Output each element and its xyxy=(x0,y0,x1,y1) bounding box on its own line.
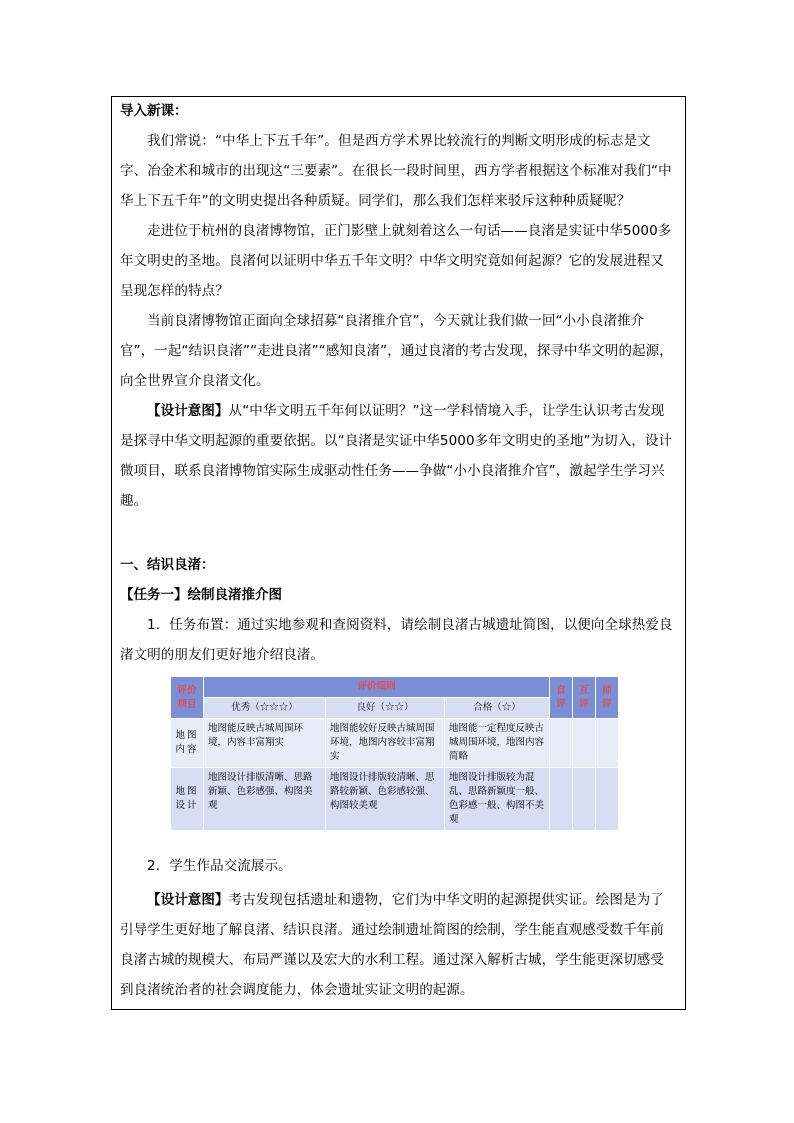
lesson-content xyxy=(120,101,677,1005)
design-intent-label: 【设计意图】 xyxy=(147,403,229,419)
intro-design-intent xyxy=(120,396,677,516)
table-row xyxy=(171,719,619,768)
subheader-good: 良好（☆☆） xyxy=(326,698,445,719)
cell-pass: 地图能一定程度反映古城周围环境，地图内容简略 xyxy=(445,719,550,768)
cell-teacher xyxy=(596,768,619,831)
subheader-pass: 合格（☆） xyxy=(445,698,550,719)
cell-good: 地图设计排版较清晰、思路较新颖、色彩感较强、构图较美观 xyxy=(326,768,445,831)
evaluation-table xyxy=(170,676,619,831)
task1-design-intent xyxy=(120,885,677,1005)
row-name: 地图设计 xyxy=(171,768,204,831)
task1-heading: 【任务一】绘制良渚推介图 xyxy=(120,587,282,603)
header-self: 自评 xyxy=(550,677,573,719)
intro-paragraph-1: 我们常说：“中华上下五千年”。但是西方学术界比较流行的判断文明形成的标志是文字、冶金术和城市的出现这“三要素”。在很长一段时间里，西方学者根据这个标准对我们“中华上下五千年”的文明史提出各种质疑。同学们，那么我们怎样来驳斥这种种质疑呢？ xyxy=(120,133,672,209)
subheader-excellent: 优秀（☆☆☆） xyxy=(204,698,326,719)
row-name: 地图内容 xyxy=(171,719,204,768)
task1-item1: 1．任务布置：通过实地参观和查阅资料，请绘制良渚古城遗址简图，以便向全球热爱良渚文明的朋友们更好地介绍良渚。 xyxy=(120,617,673,663)
design-intent-label: 【设计意图】 xyxy=(147,892,229,908)
intro-paragraph-2: 走进位于杭州的良渚博物馆，正门影壁上就刻着这么一句话——良渚是实证中华5000多年文明史的圣地。良渚何以证明中华五千年文明？中华文明究竟如何起源？它的发展进程又呈现怎样的特点？ xyxy=(120,223,672,299)
cell-good: 地图能较好反映古城周围环境，地图内容较丰富翔实 xyxy=(326,719,445,768)
lesson-plan-frame xyxy=(111,96,686,1010)
intro-heading: 导入新课： xyxy=(120,103,188,119)
task1-item2: 2．学生作品交流展示。 xyxy=(147,858,292,874)
section1-heading: 一、结识良渚： xyxy=(120,557,215,573)
cell-excellent: 地图能反映古城周围环境，内容丰富翔实 xyxy=(204,719,326,768)
header-eval-item: 评价项目 xyxy=(171,677,204,719)
header-peer: 互评 xyxy=(573,677,596,719)
cell-peer xyxy=(573,719,596,768)
cell-excellent: 地图设计排版清晰、思路新颖、色彩感强、构图美观 xyxy=(204,768,326,831)
cell-teacher xyxy=(596,719,619,768)
header-eval-detail: 评价细则 xyxy=(204,677,550,698)
intro-paragraph-3: 当前良渚博物馆正面向全球招募“良渚推介官”，今天就让我们做一回“小小良渚推介官”，一起“结识良渚”“走进良渚”“感知良渚”，通过良渚的考古发现，探寻中华文明的起源，向全世界宣介良渚文化。 xyxy=(120,313,673,389)
cell-peer xyxy=(573,768,596,831)
design-intent-text: 考古发现包括遗址和遗物，它们为中华文明的起源提供实证。绘图是为了引导学生更好地了解良渚、结识良渚。通过绘制遗址简图的绘制，学生能直观感受数千年前良渚古城的规模大、布局严谨以及宏大的水利工程。通过深入解析古城，学生能更深切感受到良渚统治者的社会调度能力，体会遗址实证文明的起源。 xyxy=(120,892,664,998)
cell-pass: 地图设计排版较为混乱、思路新颖度一般、色彩感一般、构图不美观 xyxy=(445,768,550,831)
cell-self xyxy=(550,768,573,831)
header-teacher: 师评 xyxy=(596,677,619,719)
table-row xyxy=(171,768,619,831)
cell-self xyxy=(550,719,573,768)
design-intent-text: 从“中华文明五千年何以证明？”这一学科情境入手，让学生认识考古发现是探寻中华文明起源的重要依据。以“良渚是实证中华5000多年文明史的圣地”为切入，设计微项目，联系良渚博物馆实际生成驱动性任务——争做“小小良渚推介官”，激起学生学习兴趣。 xyxy=(120,403,673,509)
